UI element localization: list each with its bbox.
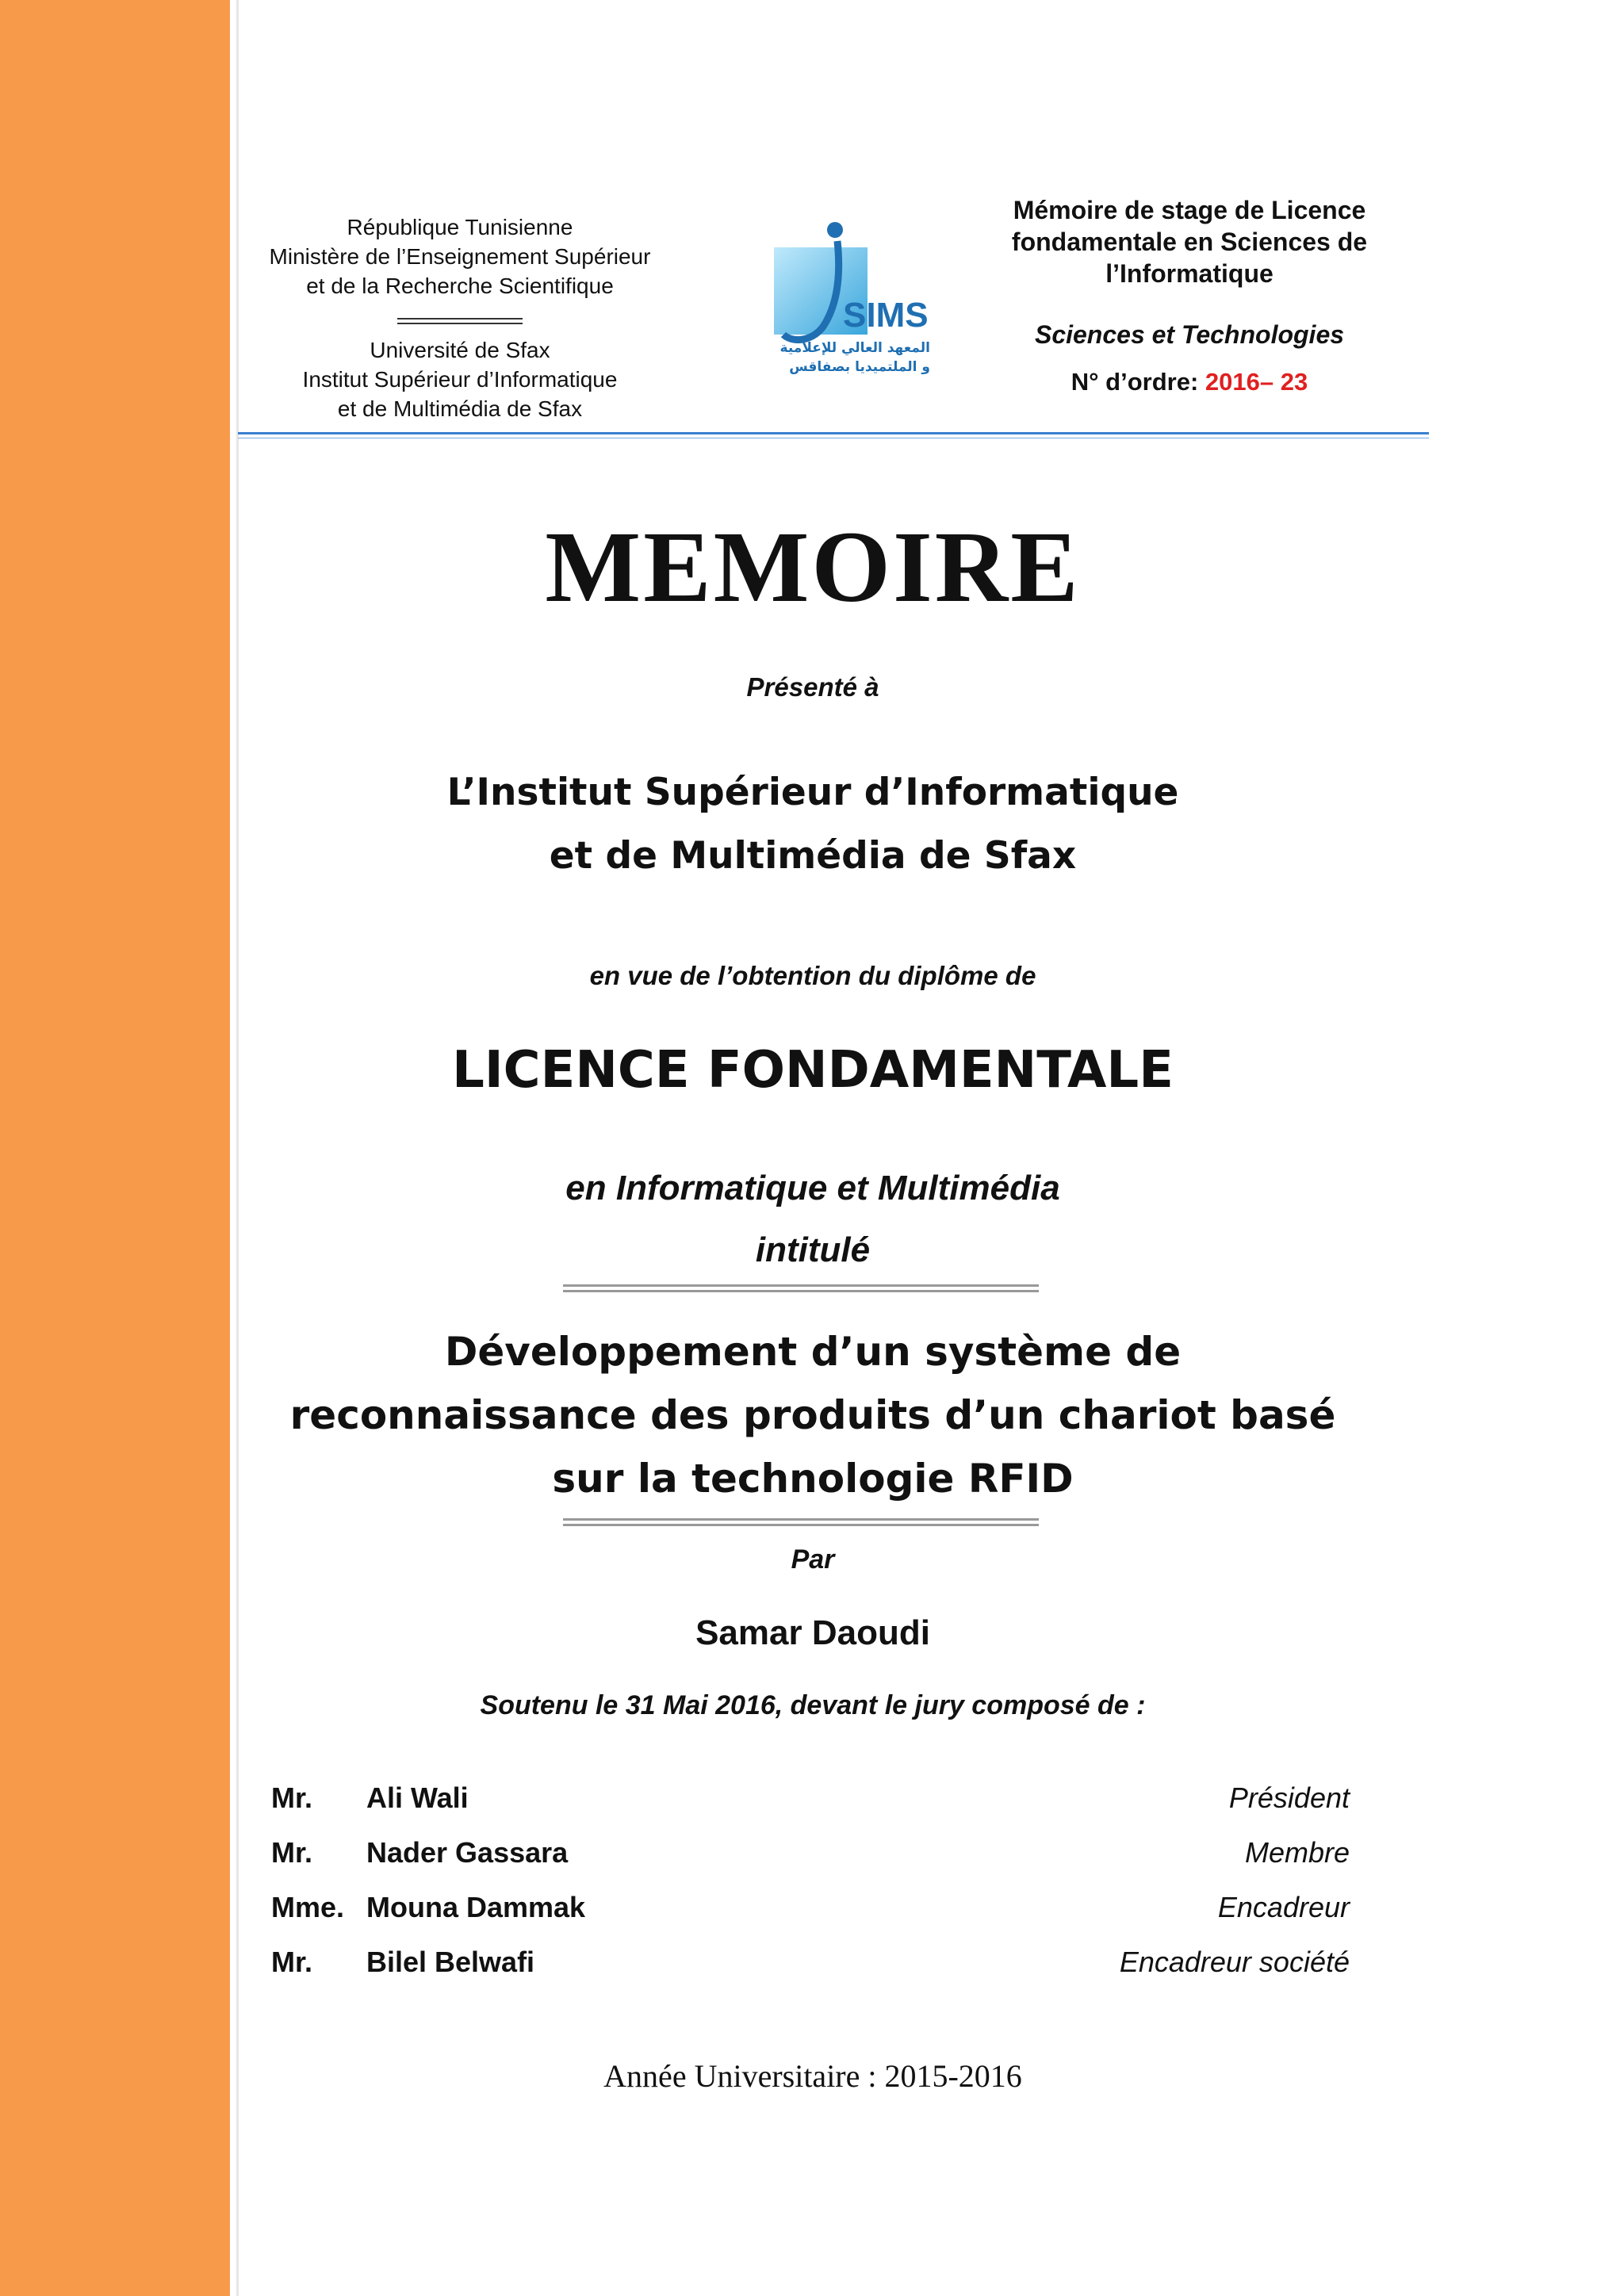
jury-row (271, 1829, 1358, 1884)
institution-line2: et de Multimédia de Sfax (549, 834, 1077, 878)
author-name: Samar Daoudi (695, 1613, 930, 1652)
jury-title: Mr. (271, 1946, 313, 1978)
title-rule-top (563, 1284, 1039, 1295)
thesis-title (238, 1320, 1388, 1510)
jury-title: Mr. (271, 1836, 313, 1869)
jury-row (271, 1884, 1358, 1938)
isims-logo (768, 216, 934, 382)
logo-dot (827, 222, 843, 238)
jury-role: Membre (1244, 1836, 1350, 1869)
by-label: Par (791, 1544, 835, 1575)
institution-line1: L’Institut Supérieur d’Informatique (446, 771, 1179, 814)
thesis-title-line2: reconnaissance des produits d’un chariot basé (289, 1392, 1336, 1438)
jury-role: Encadreur société (1119, 1946, 1350, 1978)
logo-arabic-line1: المعهد العالي للإعلامية (779, 340, 930, 356)
title-rule-bottom (563, 1518, 1039, 1529)
jury-name: Ali Wali (366, 1781, 469, 1814)
header-right-line1: Mémoire de stage de Licence (1013, 196, 1366, 224)
side-band (0, 0, 230, 2296)
header-left-line4: Université de Sfax (370, 338, 550, 362)
logo-arabic-line2: و الملتميديا بصفاقس (789, 359, 930, 375)
jury-name: Bilel Belwafi (366, 1946, 535, 1978)
thesis-title-line1: Développement d’un système de (444, 1329, 1182, 1375)
order-number-value: 2016– 23 (1205, 368, 1308, 396)
jury-role: Président (1228, 1781, 1350, 1814)
header-left-line2: Ministère de l’Enseignement Supérieur (269, 244, 651, 269)
header-right-line2: fondamentale en Sciences de (1011, 228, 1368, 256)
header-left-line1: République Tunisienne (347, 215, 573, 239)
header-left-divider (397, 318, 523, 324)
thesis-title-line3: sur la technologie RFID (552, 1456, 1074, 1502)
jury-title: Mr. (271, 1781, 313, 1814)
presented-to: Présenté à (746, 672, 879, 702)
order-number (971, 366, 1408, 398)
header-right-line3: l’Informatique (1105, 259, 1274, 288)
specialty: en Informatique et Multimédia (565, 1169, 1060, 1207)
header-right (971, 194, 1408, 398)
header-rule (238, 432, 1429, 434)
header-left (238, 212, 682, 423)
header-left-line3: et de la Recherche Scientifique (306, 274, 614, 298)
logo-text: SIMS (843, 296, 929, 335)
jury-name: Nader Gassara (366, 1836, 569, 1869)
intitule-label: intitulé (755, 1230, 871, 1269)
header-right-domain: Sciences et Technologies (1034, 320, 1345, 349)
defense-info: Soutenu le 31 Mai 2016, devant le jury composé de : (480, 1690, 1146, 1720)
jury-role: Encadreur (1217, 1891, 1350, 1923)
academic-year: Année Universitaire : 2015-2016 (603, 2058, 1022, 2094)
jury-name: Mouna Dammak (366, 1891, 586, 1923)
header-left-line6: et de Multimédia de Sfax (337, 396, 583, 421)
degree-intro: en vue de l’obtention du diplôme de (589, 961, 1036, 990)
jury-title: Mme. (271, 1891, 345, 1923)
specialty-block (238, 1158, 1388, 1281)
page-title: MEMOIRE (545, 511, 1081, 623)
jury-list (271, 1774, 1358, 1993)
jury-row (271, 1938, 1358, 1993)
order-number-label: N° d’ordre: (1071, 368, 1199, 396)
diploma-name: LICENCE FONDAMENTALE (452, 1041, 1174, 1100)
jury-row (271, 1774, 1358, 1829)
institution-name (238, 761, 1388, 888)
header-left-line5: Institut Supérieur d’Informatique (302, 367, 618, 392)
